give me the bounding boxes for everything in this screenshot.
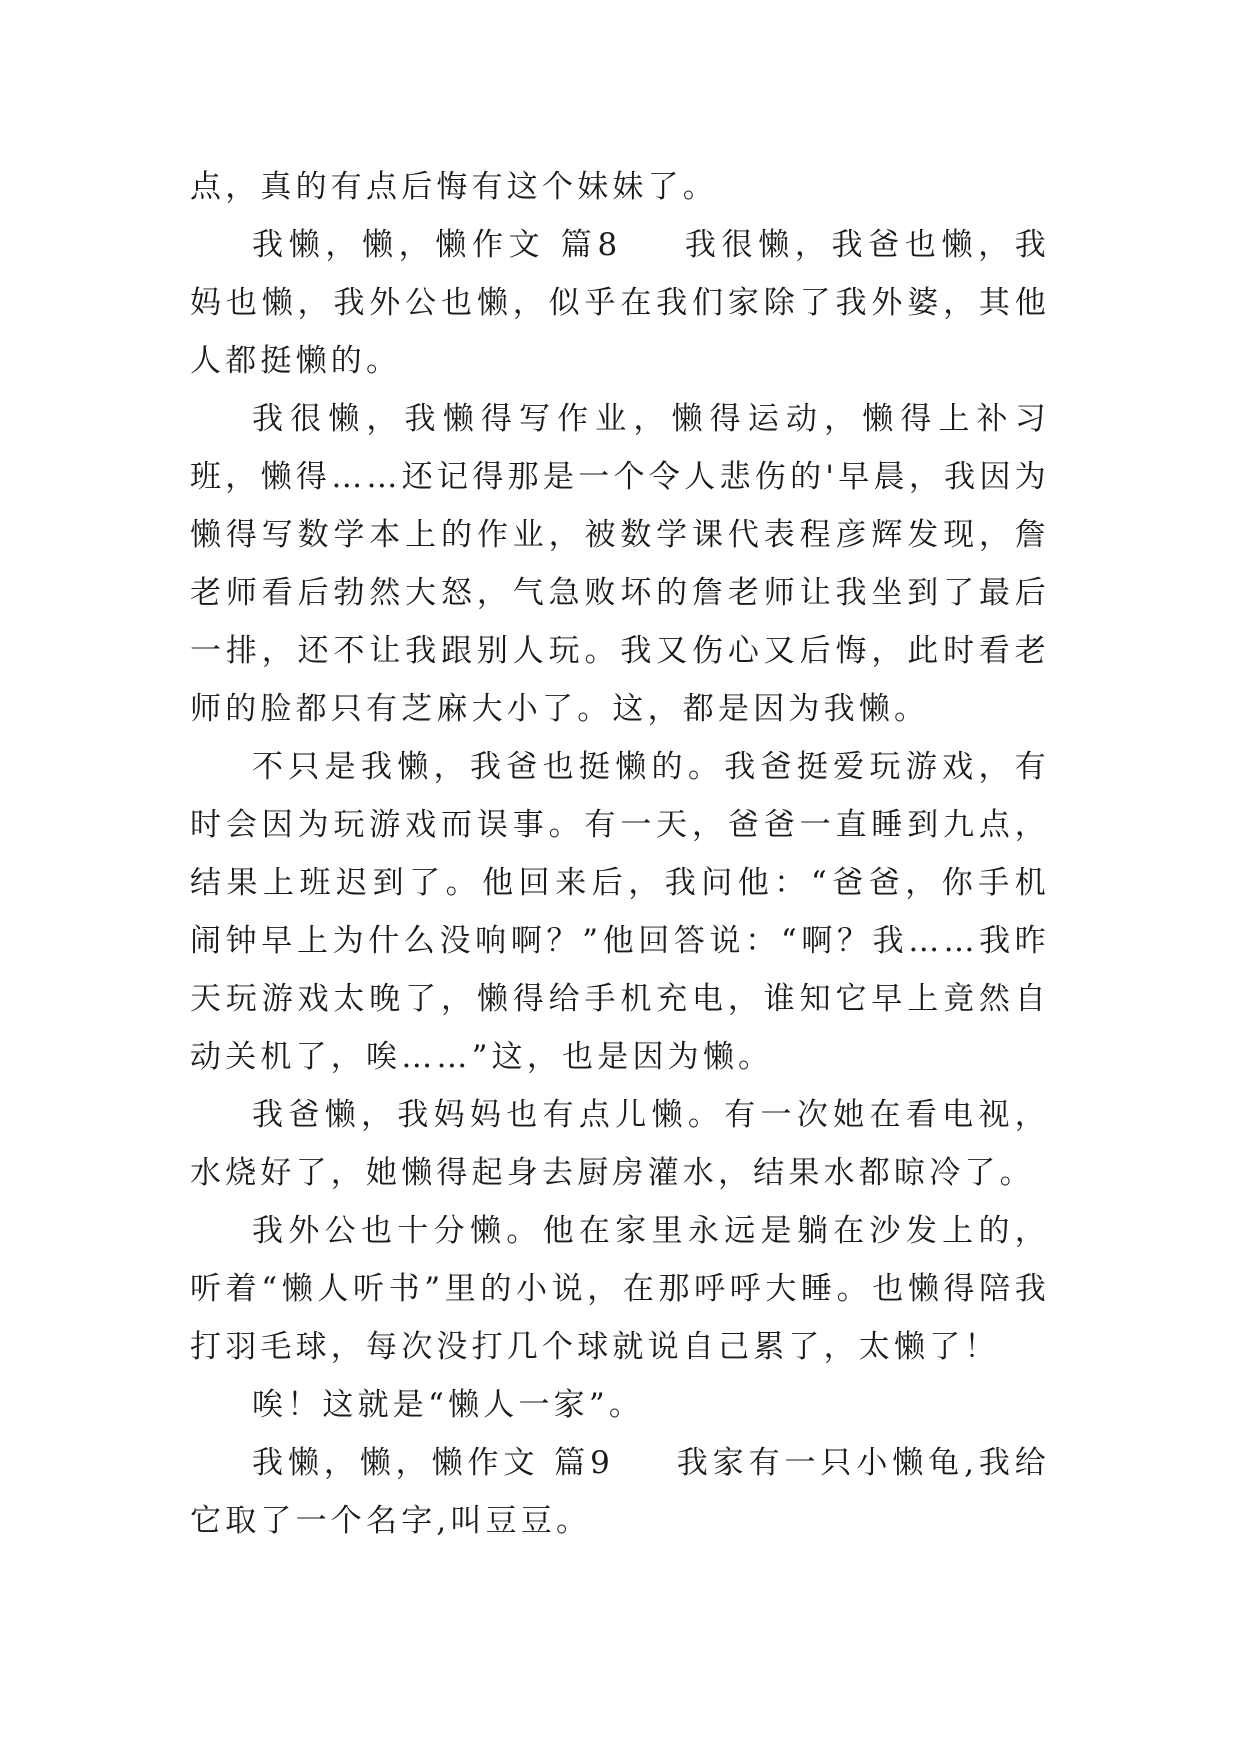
paragraph-lazy-me: 我很懒，我懒得写作业，懒得运动，懒得上补习班，懒得……还记得那是一个令人悲伤的'早晨，我因为懒得写数学本上的作业，被数学课代表程彦辉发现，詹老师看后勃然大怒，气急败坏的詹老师让我坐到了最后一排，还不让我跟别人玩。我又伤心又后悔，此时看老师的脸都只有芝麻大小了。这，都是因为我懒。 [190, 401, 1050, 727]
paragraph-lazy-family: 唉！这就是“懒人一家”。 [252, 1387, 645, 1423]
paragraph-lazy-dad: 不只是我懒，我爸也挺懒的。我爸挺爱玩游戏，有时会因为玩游戏而误事。有一天，爸爸一直睡到九点，结果上班迟到了。他回来后，我问他：“爸爸，你手机闹钟早上为什么没响啊？”他回答说：“啊？我……我昨天玩游戏太晚了，懒得给手机充电，谁知它早上竟然自动关机了，唉……”这，也是因为懒。 [190, 749, 1050, 1075]
section-9-first-line: 我家有一只小懒龟,我给它取了一个名字,叫豆豆。 [190, 1445, 1050, 1539]
article-body [190, 158, 1050, 1550]
paragraph-lazy-mom: 我爸懒，我妈妈也有点儿懒。有一次她在看电视，水烧好了，她懒得起身去厨房灌水，结果水都晾冷了。 [190, 1097, 1050, 1191]
paragraph-lazy-grandpa: 我外公也十分懒。他在家里永远是躺在沙发上的，听着“懒人听书”里的小说，在那呼呼大睡。也懒得陪我打羽毛球，每次没打几个球就说自己累了，太懒了！ [190, 1213, 1050, 1365]
continuation-paragraph: 点，真的有点后悔有这个妹妹了。 [190, 169, 718, 205]
section-8-paragraph [190, 216, 1050, 390]
section-8-first-line: 我很懒，我爸也懒，我妈也懒，我外公也懒，似乎在我们家除了我外婆，其他人都挺懒的。 [190, 227, 1050, 379]
section-9-heading: 我懒，懒，懒作文 篇9 [252, 1445, 614, 1481]
section-8-heading: 我懒，懒，懒作文 篇8 [252, 227, 622, 263]
section-9-paragraph [190, 1434, 1050, 1550]
